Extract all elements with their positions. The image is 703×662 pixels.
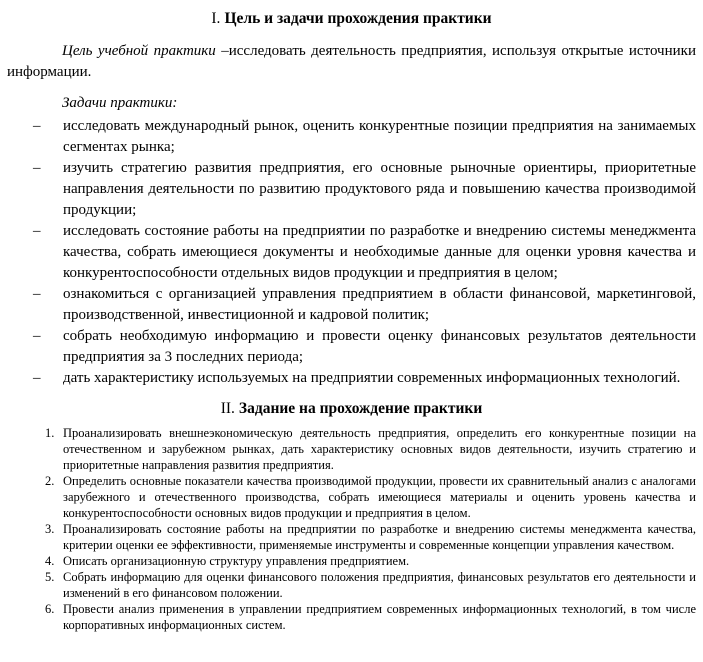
goal-rest-text: –исследовать деятельность предприятия, используя открытые источники информации. <box>7 43 696 80</box>
assignment-item-text: Определить основные показатели качества производимой продукции, провести их сравнительный анализ с аналогами зарубежного и отечественного производства, собрать имеющиеся материалы и оценить уровень качества и конкурентоспособности основных видов продукции и предприятия в целом. <box>63 474 696 520</box>
task-item-text: изучить стратегию развития предприятия, его основные рыночные ориентиры, приоритетные направления деятельности по развитию продуктового ряда и повышению качества производимой продукции; <box>63 160 696 218</box>
task-item-text: исследовать состояние работы на предприятии по разработке и внедрению системы менеджмента качества, собрать имеющиеся документы и необходимые данные для оценки уровня качества и конкурентоспособности отдельных видов продукции и предприятия в целом; <box>63 223 696 281</box>
item-number: 2. <box>45 474 55 488</box>
item-number: 3. <box>45 522 55 536</box>
section-1-heading <box>7 8 696 29</box>
assignment-item-text: Провести анализ применения в управлении предприятием современных информационных технологий, в том числе корпоративных информационных систем. <box>63 602 696 632</box>
section-2-heading <box>7 398 696 419</box>
task-item <box>7 221 696 284</box>
tasks-list <box>7 116 696 389</box>
tasks-label: Задачи практики: <box>62 95 178 111</box>
dash-bullet: – <box>33 286 41 302</box>
task-item <box>7 158 696 221</box>
section-1-numeral: I. <box>211 10 221 27</box>
item-number: 1. <box>45 426 55 440</box>
section-2-title: Задание на прохождение практики <box>238 400 483 417</box>
assignment-item <box>7 521 696 553</box>
task-item-text: собрать необходимую информацию и провести оценку финансовых результатов деятельности предприятия за 3 последних периода; <box>63 328 696 365</box>
dash-bullet: – <box>33 328 41 344</box>
dash-bullet: – <box>33 370 41 386</box>
item-number: 6. <box>45 602 55 616</box>
assignment-item <box>7 601 696 633</box>
assignment-item-text: Проанализировать состояние работы на предприятии по разработке и внедрению системы менеджмента качества, критерии оценки ее эффективности, применяемые инструменты и современные концепции управления качеством. <box>63 522 696 552</box>
item-number: 4. <box>45 554 55 568</box>
task-item-text: ознакомиться с организацией управления предприятием в области финансовой, маркетинговой, производственной, инвестиционной и кадровой политик; <box>63 286 696 323</box>
dash-bullet: – <box>33 118 41 134</box>
assignment-item-text: Собрать информацию для оценки финансового положения предприятия, финансовых результатов его деятельности и изменений в его финансовом положении. <box>63 570 696 600</box>
section-2-numeral: II. <box>220 400 235 417</box>
dash-bullet: – <box>33 160 41 176</box>
assignment-item <box>7 425 696 473</box>
item-number: 5. <box>45 570 55 584</box>
task-item <box>7 326 696 368</box>
task-item <box>7 116 696 158</box>
assignment-item-text: Описать организационную структуру управления предприятием. <box>63 554 410 568</box>
assignment-item-text: Проанализировать внешнеэкономическую деятельность предприятия, определить его конкурентные позиции на отечественном и зарубежном рынках, дать характеристику основных видов деятельности, изучить стратегию и приоритетные направления развития предприятия. <box>63 426 696 472</box>
assignment-item <box>7 569 696 601</box>
goal-lead-text: Цель учебной практики <box>62 43 216 59</box>
section-1-title: Цель и задачи прохождения практики <box>224 10 492 27</box>
assignment-item <box>7 553 696 569</box>
task-item <box>7 368 696 389</box>
assignments-list <box>7 425 696 633</box>
task-item-text: дать характеристику используемых на предприятии современных информационных технологий. <box>63 370 681 386</box>
task-item-text: исследовать международный рынок, оценить конкурентные позиции предприятия на занимаемых сегментах рынка; <box>63 118 696 155</box>
assignment-item <box>7 473 696 521</box>
goal-paragraph <box>7 41 696 83</box>
task-item <box>7 284 696 326</box>
dash-bullet: – <box>33 223 41 239</box>
